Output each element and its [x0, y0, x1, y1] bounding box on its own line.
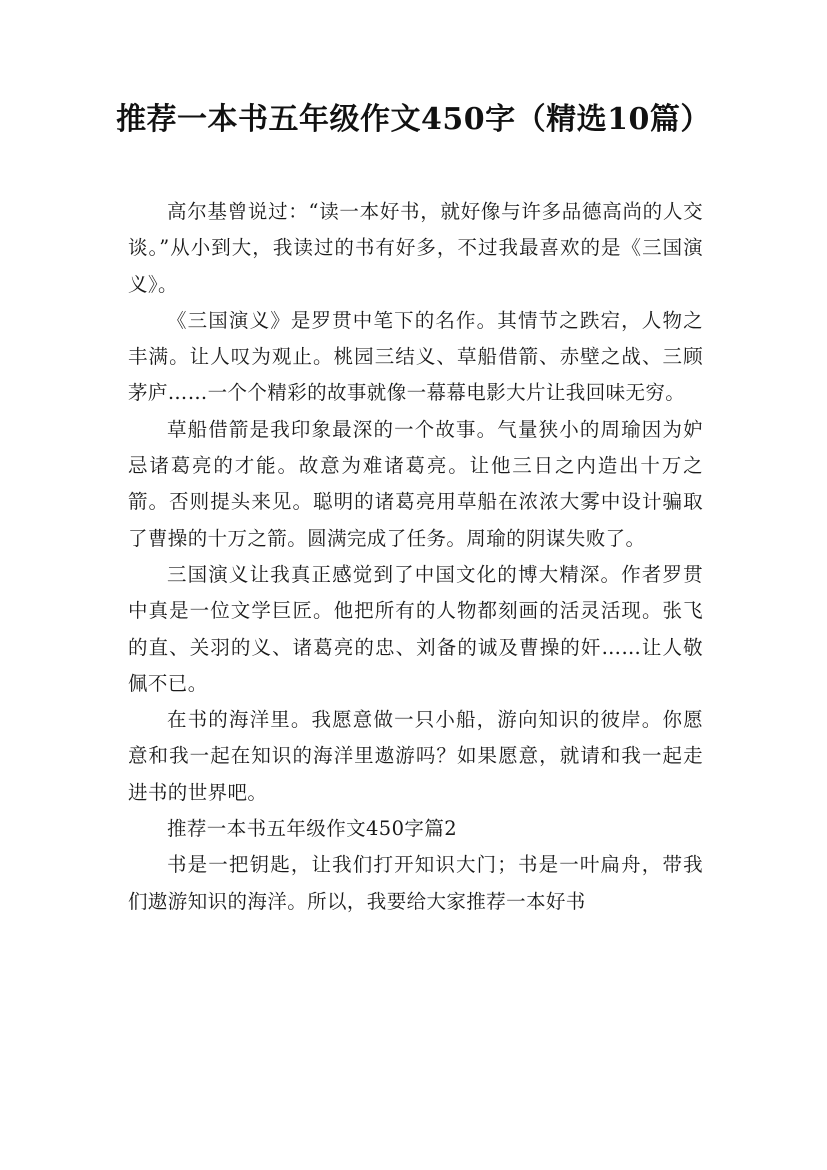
- document-body: [128, 194, 703, 920]
- paragraph: 三国演义让我真正感觉到了中国文化的博大精深。作者罗贯中真是一位文学巨匠。他把所有的人物都刻画的活灵活现。张飞的直、关羽的义、诸葛亮的忠、刘备的诚及曹操的奸……让人敬佩不已。: [128, 562, 703, 695]
- paragraph: 高尔基曾说过：“读一本好书，就好像与许多品德高尚的人交谈。”从小到大，我读过的书有好多，不过我最喜欢的是《三国演义》。: [128, 200, 703, 296]
- section-heading: 推荐一本书五年级作文450字篇2: [167, 817, 458, 841]
- paragraph: 在书的海洋里。我愿意做一只小船，游向知识的彼岸。你愿意和我一起在知识的海洋里遨游吗？如果愿意，就请和我一起走进书的世界吧。: [128, 708, 703, 804]
- document-title: 推荐一本书五年级作文450字（精选10篇）: [116, 102, 711, 137]
- paragraph: 草船借箭是我印象最深的一个故事。气量狭小的周瑜因为妒忌诸葛亮的才能。故意为难诸葛亮。让他三日之内造出十万之箭。否则提头来见。聪明的诸葛亮用草船在浓浓大雾中设计骗取了曹操的十万之箭。圆满完成了任务。周瑜的阴谋失败了。: [128, 417, 703, 550]
- paragraph: 书是一把钥匙，让我们打开知识大门；书是一叶扁舟，带我们遨游知识的海洋。所以，我要给大家推荐一本好书: [128, 853, 703, 913]
- paragraph: 《三国演义》是罗贯中笔下的名作。其情节之跌宕，人物之丰满。让人叹为观止。桃园三结义、草船借箭、赤壁之战、三顾茅庐……一个个精彩的故事就像一幕幕电影大片让我回味无穷。: [128, 308, 703, 405]
